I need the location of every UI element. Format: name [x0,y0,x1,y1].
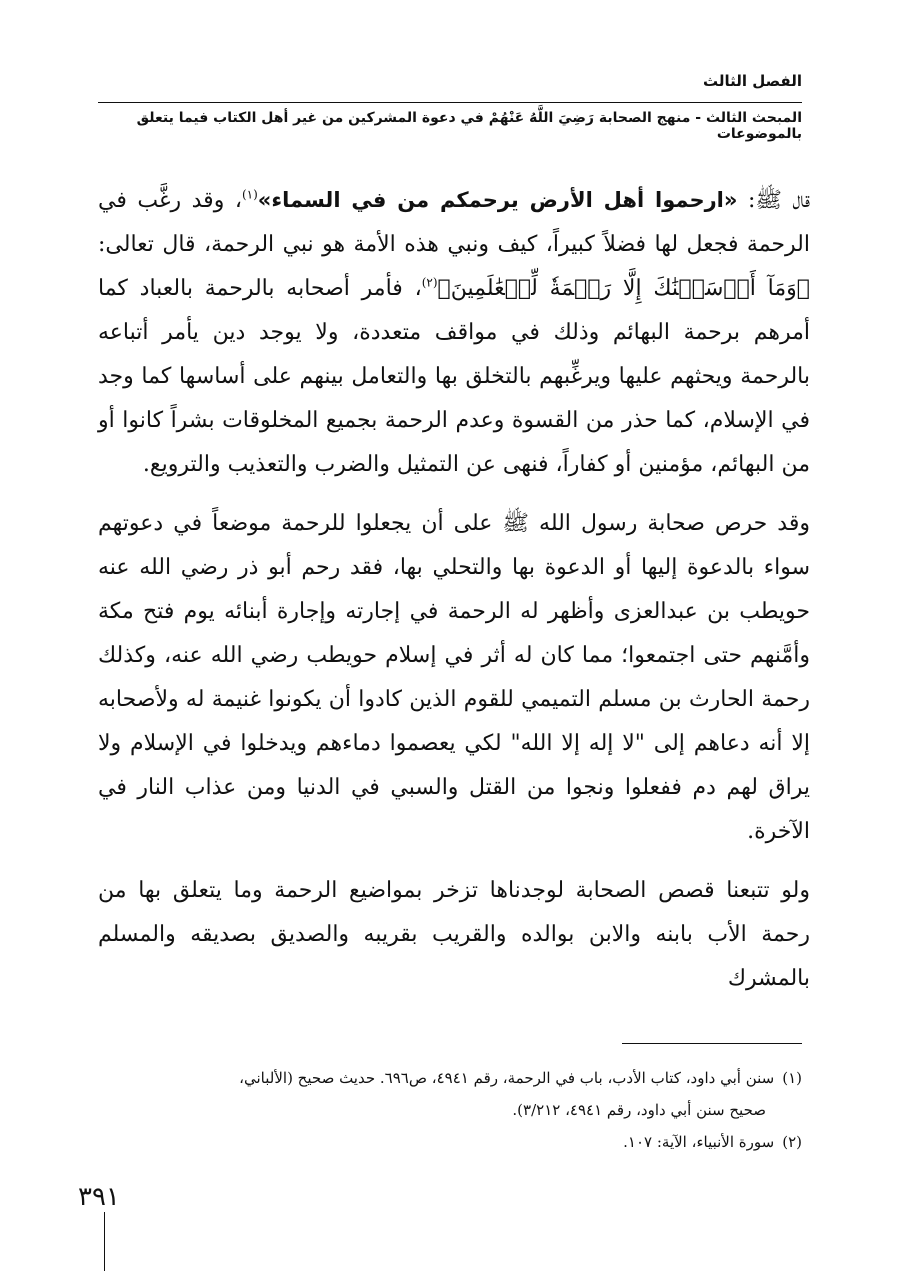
hadith-intro: قال ﷺ: [737,188,811,213]
footnote-number: (١) [782,1069,802,1087]
footnote-2 [98,1126,802,1158]
footnote-ref-1[interactable]: (١) [241,187,258,202]
chapter-title: الفصل الثالث [702,72,802,90]
hadith-quote: «ارحموا أهل الأرض يرحمكم من في السماء» [257,188,738,212]
header-divider [98,102,802,103]
paragraph-1 [98,178,810,487]
footnotes [98,1062,802,1158]
footnote-1 [98,1062,802,1094]
paragraph-1-rest: ، فأمر أصحابه بالرحمة بالعباد كما أمرهم برحمة البهائم وذلك في مواقف متعددة، ولا يوجد دين يأمر أتباعه بالرحمة ويحثهم عليها ويرغِّبهم بالتخلق بها والتعامل بينهم على أساسها كما وجد في الإسلام، كما حذر من القسوة وعدم الرحمة بجميع المخلوقات بشراً كانوا أو من البهائم، مؤمنين أو كفاراً، فنهى عن التمثيل والضرب والتعذيب والترويع. [98,276,810,477]
footnote-1-continuation: صحيح سنن أبي داود، رقم ٤٩٤١، ٣/٢١٢). [512,1101,766,1119]
paragraph-2: وقد حرص صحابة رسول الله ﷺ على أن يجعلوا للرحمة موضعاً في دعوتهم سواء بالدعوة إليها أو الدعوة بها والتحلي بها، فقد رحم أبو ذر رضي الله عنه حويطب بن عبدالعزى وأظهر له الرحمة في إجارته وإجارة أبنائه يوم فتح مكة وأمَّنهم حتى اجتمعوا؛ مما كان له أثر في إسلام حويطب رضي الله عنه، وكذلك رحمة الحارث بن مسلم التميمي للقوم الذين كادوا أن يكونوا غنيمة له ولأصحابه إلا أنه دعاهم إلى "لا إله إلا الله" لكي يعصموا دماءهم ويدخلوا في الإسلام ولا يراق لهم دم ففعلوا ونجوا من القتل والسبي في الدنيا ومن عذاب النار في الآخرة. [98,511,810,844]
footnote-ref-2[interactable]: (٢) [421,275,438,290]
footnote-text: سورة الأنبياء، الآية: ١٠٧. [623,1133,775,1151]
paragraph-3: ولو تتبعنا قصص الصحابة لوجدناها تزخر بمواضيع الرحمة وما يتعلق بها من رحمة الأب بابنه والابن بوالده والقريب بقريبه والصديق بصديقه والمسلم بالمشرك [98,878,810,991]
section-title: المبحث الثالث - منهج الصحابة رَضِيَ اللَّهُ عَنْهُمْ في دعوة المشركين من غير أهل الكتاب فيما يتعلق بالموضوعات [136,110,802,142]
margin-line [104,1212,105,1271]
footnote-number: (٢) [782,1133,802,1151]
page-number: ٣٩١ [78,1182,120,1212]
main-text [98,178,810,1001]
paragraph-1-middle: ، وقد رغَّب في الرحمة فجعل لها فضلاً كبيراً، كيف ونبي هذه الأمة هو نبي الرحمة، قال تعالى: [98,188,810,257]
footnote-divider [622,1043,802,1044]
footnote-text: سنن أبي داود، كتاب الأدب، باب في الرحمة، رقم ٤٩٤١، ص٦٩٦. حديث صحيح (الألباني، [239,1069,775,1087]
quran-verse: ﴿وَمَآ أَرۡسَلۡنَٰكَ إِلَّا رَحۡمَةٗ لِّلۡعَٰلَمِينَ﴾ [437,276,810,301]
